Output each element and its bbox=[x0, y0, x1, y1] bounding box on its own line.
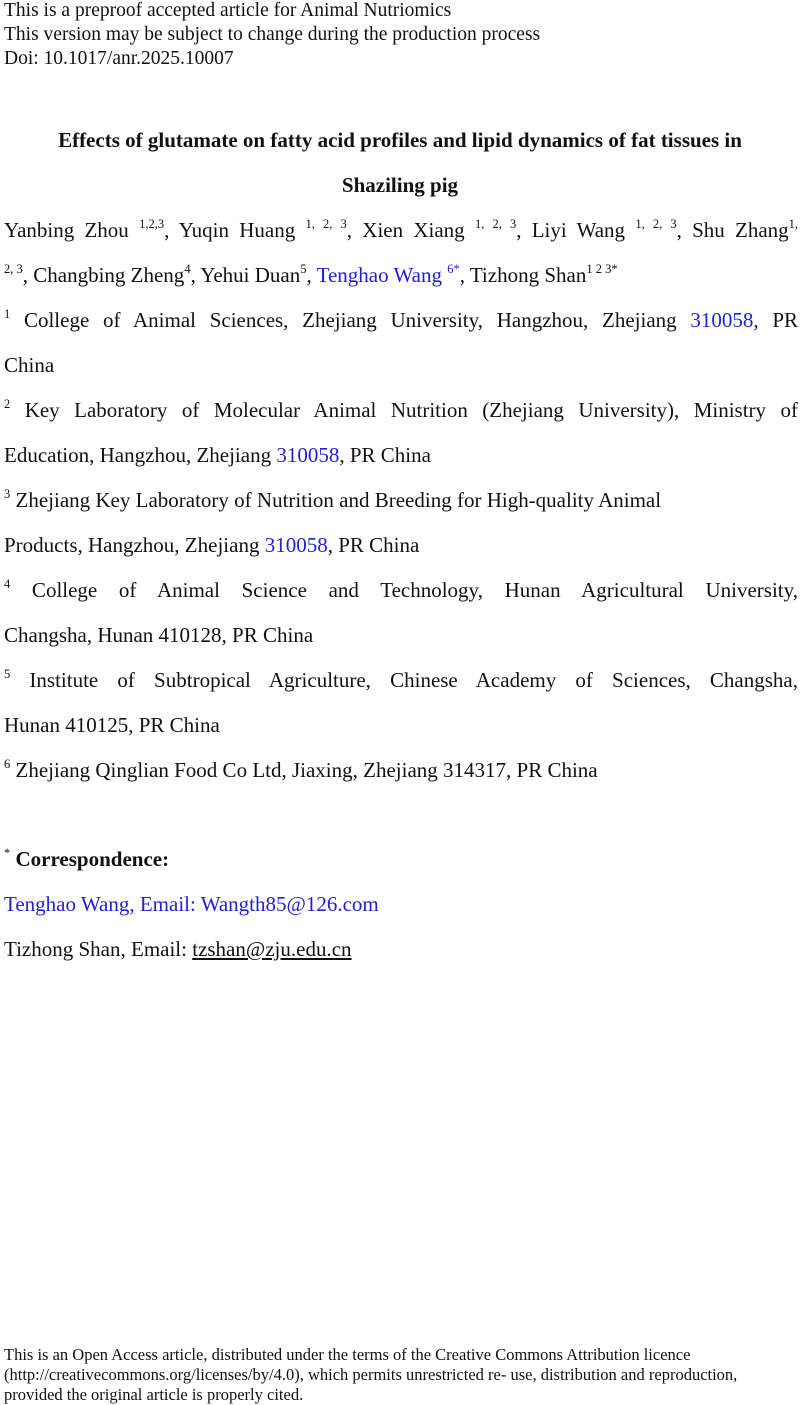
correspondence-email-1[interactable]: Tenghao Wang, Email: Wangth85@126.com bbox=[4, 892, 379, 916]
authors-line-2 bbox=[4, 263, 618, 288]
author-name: , Liyi Wang bbox=[516, 218, 626, 242]
correspondence-heading bbox=[4, 847, 169, 872]
affiliation-text: Products, Hangzhou, Zhejiang bbox=[4, 533, 260, 557]
preproof-notice-line-2: This version may be subject to change during the production process bbox=[4, 24, 541, 45]
affiliation-text: , PR bbox=[753, 308, 799, 332]
author-affiliation-sup: 6* bbox=[447, 262, 460, 276]
affiliation-3-line-2 bbox=[4, 533, 419, 558]
author-name: , Tizhong Shan bbox=[459, 263, 587, 287]
article-title-line-1: Effects of glutamate on fatty acid profiles and lipid dynamics of fat tissues in bbox=[58, 128, 742, 152]
authors-line-1 bbox=[4, 218, 798, 243]
affiliation-3-line-1 bbox=[4, 488, 661, 513]
author-affiliation-sup: 1 2 3* bbox=[586, 262, 618, 276]
affiliation-1-line-1 bbox=[4, 308, 798, 333]
author-name: , Xien Xiang bbox=[346, 218, 465, 242]
affiliation-number: 3 bbox=[4, 487, 11, 501]
author-name: Yanbing Zhou bbox=[4, 218, 129, 242]
affiliation-text: Institute of Subtropical Agriculture, Chinese Academy of Sciences, Changsha, bbox=[10, 668, 798, 692]
affiliation-1-line-2: China bbox=[4, 353, 55, 377]
licence-line-1: This is an Open Access article, distributed under the terms of the Creative Commons Attribution licence bbox=[4, 1345, 691, 1364]
author-affiliation-sup: 1, 2, 3 bbox=[474, 217, 517, 231]
affiliation-5-line-1 bbox=[4, 668, 798, 693]
licence-line-2: (http://creativecommons.org/licenses/by/4.0), which permits unrestricted re- use, distribution and reproduction, bbox=[4, 1365, 738, 1384]
affiliation-number: 4 bbox=[4, 577, 11, 591]
author-affiliation-sup: 4 bbox=[184, 262, 191, 276]
affiliation-5-line-2: Hunan 410125, PR China bbox=[4, 713, 220, 737]
corresponding-author-link[interactable]: Tenghao Wang bbox=[316, 263, 442, 287]
affiliation-text: , PR China bbox=[327, 533, 420, 557]
affiliation-2-line-2 bbox=[4, 443, 431, 468]
affiliation-number: 1 bbox=[4, 307, 11, 321]
author-name: , Shu Zhang bbox=[676, 218, 789, 242]
licence-line-3: provided the original article is properly cited. bbox=[4, 1385, 304, 1404]
preproof-notice-line-1: This is a preproof accepted article for Animal Nutriomics bbox=[4, 0, 452, 21]
affiliation-text: Zhejiang Qinglian Food Co Ltd, Jiaxing, Zhejiang 314317, PR China bbox=[10, 758, 598, 782]
affiliation-number: 6 bbox=[4, 757, 11, 771]
affiliation-text: College of Animal Science and Technology, Hunan Agricultural University, bbox=[10, 578, 798, 602]
affiliation-text: Key Laboratory of Molecular Animal Nutrition (Zhejiang University), Ministry of bbox=[10, 398, 798, 422]
affiliation-4-line-1 bbox=[4, 578, 798, 603]
affiliation-number: 2 bbox=[4, 397, 11, 411]
correspondence-name: Tizhong Shan, Email: bbox=[4, 937, 193, 961]
author-affiliation-sup: 1, 2, 3 bbox=[305, 217, 347, 231]
postal-code-link[interactable]: 310058 bbox=[690, 308, 754, 332]
author-affiliation-sup: 2, 3 bbox=[4, 262, 23, 276]
affiliation-4-line-2: Changsha, Hunan 410128, PR China bbox=[4, 623, 314, 647]
postal-code-link[interactable]: 310058 bbox=[276, 443, 340, 467]
author-name: , Changbing Zheng bbox=[22, 263, 185, 287]
affiliation-text: Zhejiang Key Laboratory of Nutrition and Breeding for High-quality Animal bbox=[10, 488, 662, 512]
author-affiliation-sup: 1,2,3 bbox=[139, 217, 165, 231]
doi-line: Doi: 10.1017/anr.2025.10007 bbox=[4, 48, 234, 69]
author-affiliation-sup: 5 bbox=[300, 262, 307, 276]
author-name: , Yuqin Huang bbox=[164, 218, 296, 242]
correspondence-asterisk: * bbox=[4, 846, 11, 860]
article-title-line-2: Shaziling pig bbox=[341, 173, 459, 197]
affiliation-text: Education, Hangzhou, Zhejiang bbox=[4, 443, 272, 467]
email-link[interactable]: tzshan@zju.edu.cn bbox=[192, 937, 352, 961]
author-affiliation-sup: 1, bbox=[788, 217, 799, 231]
postal-code-link[interactable]: 310058 bbox=[264, 533, 328, 557]
affiliation-text: College of Animal Sciences, Zhejiang University, Hangzhou, Zhejiang bbox=[10, 308, 677, 332]
author-affiliation-sup: 1, 2, 3 bbox=[635, 217, 677, 231]
affiliation-6-line-1 bbox=[4, 758, 598, 783]
author-name: , Yehui Duan bbox=[190, 263, 301, 287]
affiliation-text: , PR China bbox=[339, 443, 431, 467]
correspondence-label: Correspondence: bbox=[10, 847, 170, 871]
affiliation-number: 5 bbox=[4, 667, 11, 681]
affiliation-2-line-1 bbox=[4, 398, 798, 423]
correspondence-email-2 bbox=[4, 937, 352, 962]
author-separator: , bbox=[306, 263, 312, 287]
